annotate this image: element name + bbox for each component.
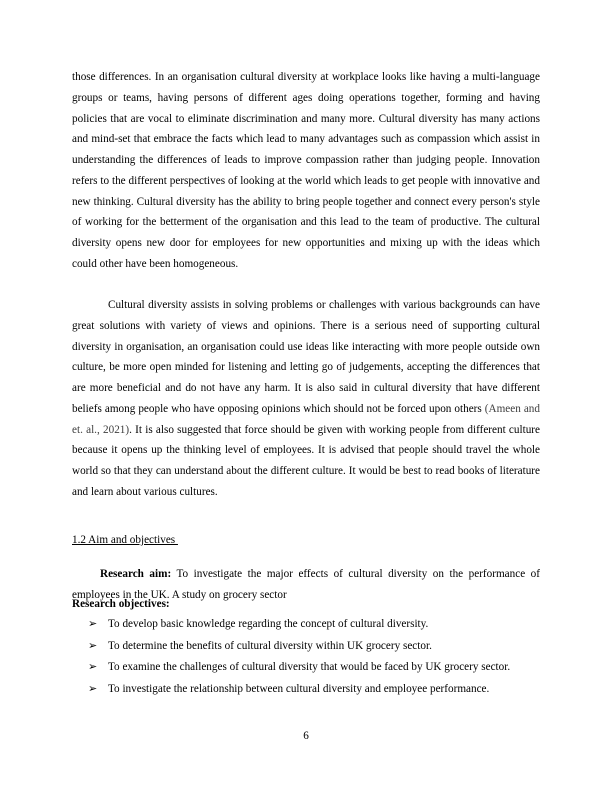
citation: (Ameen and et. al., 2021) [72,402,540,436]
arrow-bullet-icon: ➢ [88,639,98,652]
page-number: 6 [303,730,309,742]
paragraph-2 [72,295,540,503]
list-item [88,614,540,635]
research-objectives-label: Research objectives: [72,598,170,610]
research-aim-text: To investigate the major effects of cultural diversity on the performance of employees in the UK. A study on grocery sector [72,568,541,601]
research-aim-label: Research aim: [100,568,172,581]
paragraph-2-continuation: . It is also suggested that force should be given with working people from different culture because it opens up the thinking level of employees. It is advised that people should travel the whole world so that they can understand about the different culture. It would be best to read books of literature and learn about various cultures. [72,423,540,498]
paragraph-2-text: Cultural diversity assists in solving problems or challenges with various backgrounds can have great solutions with variety of views and opinions. There is a serious need of supporting cultural diversity in organisation, an organisation could use ideas like interacting with more people outside own culture, be more open minded for listening and letting go of judgements, accepting the differences that are more beneficial and do not have any harm. It is also said in cultural diversity that have different beliefs among people who have opposing opinions which should not be forced upon others [72,299,540,415]
paragraph-1-text: those differences. In an organisation cultural diversity at workplace looks like having a multi-language groups or teams, having persons of different ages doing operations together, forming and having policies that are vocal to eliminate discrimination and many more. Cultural diversity has many actions and mind-set that embrace the facts which lead to many advantages such as compassion which assist in understanding the differences of leads to improve compassion rather than judging people. Innovation refers to the different perspectives of looking at the world which leads to get people with innovative and new thinking. Cultural diversity has the ability to bring people together and connect every person's style of working for the betterment of the organisation and this lead to the team of productive. The cultural diversity opens new door for employees for new opportunities and mixing up with the ideas which could other have been homogeneous. [72,71,540,270]
list-item [88,657,540,678]
paragraph-1 [72,67,540,275]
arrow-bullet-icon: ➢ [88,618,98,630]
objective-text: To develop basic knowledge regarding the concept of cultural diversity. [108,618,429,630]
section-heading: 1.2 Aim and objectives [72,534,178,546]
objectives-list [88,614,540,700]
arrow-bullet-icon: ➢ [88,661,98,673]
objective-text: To investigate the relationship between cultural diversity and employee performance. [108,682,490,695]
objective-text: To determine the benefits of cultural diversity within UK grocery sector. [108,639,432,652]
arrow-bullet-icon: ➢ [88,682,98,695]
list-item [88,636,540,657]
objective-text: To examine the challenges of cultural diversity that would be faced by UK grocery sector. [108,661,511,673]
list-item [88,679,540,700]
